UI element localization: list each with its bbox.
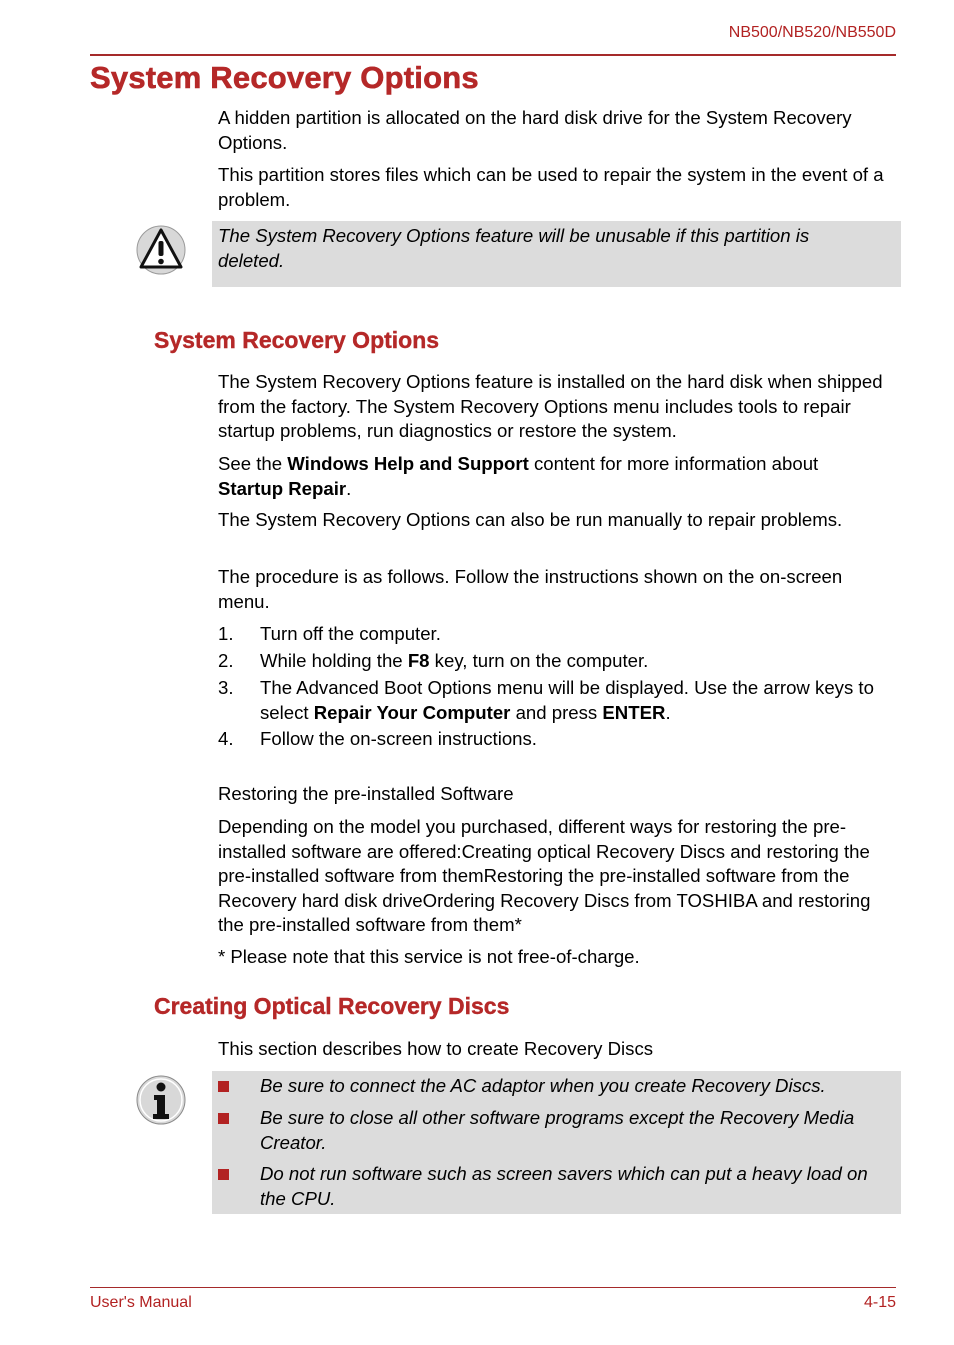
restore-subheading: Restoring the pre-installed Software xyxy=(218,783,514,804)
bullet-marker xyxy=(218,1081,229,1092)
info-bullet-3: Do not run software such as screen savers which can put a heavy load on the CPU. xyxy=(260,1163,868,1209)
bullet-marker xyxy=(218,1169,229,1180)
startup-repair-text: Startup Repair xyxy=(218,477,347,499)
info-icon xyxy=(135,1074,187,1131)
step-number: 1. xyxy=(218,623,234,644)
header-rule xyxy=(90,54,896,56)
p2-text-e: . xyxy=(346,477,352,499)
footer-manual-label: User's Manual xyxy=(90,1294,192,1311)
step-number: 4. xyxy=(218,728,234,749)
list-item xyxy=(218,727,888,752)
section-heading-creating-discs: Creating Optical Recovery Discs xyxy=(154,993,510,1019)
document-model-header: NB500/NB520/NB550D xyxy=(728,24,896,41)
info-bullet-1: Be sure to connect the AC adaptor when you create Recovery Discs. xyxy=(260,1075,826,1096)
intro-paragraph-1: A hidden partition is allocated on the hard disk drive for the System Recovery Options. xyxy=(218,107,852,153)
section2-intro: This section describes how to create Recovery Discs xyxy=(218,1038,654,1059)
step-text: Turn off the computer. xyxy=(260,623,441,644)
step-text: While holding the F8 key, turn on the computer. xyxy=(260,650,649,671)
windows-help-link-text: Windows Help and Support xyxy=(287,453,529,474)
section1-paragraph-1: The System Recovery Options feature is installed on the hard disk when shipped from the factory. The System Recovery Options menu includes tools to repair startup problems, run diagnostics or restore the system. xyxy=(218,371,883,441)
footer-rule xyxy=(90,1287,896,1288)
step-text: The Advanced Boot Options menu will be displayed. Use the arrow keys to select Repair Your Computer and press ENTER. xyxy=(260,677,874,723)
bullet-marker xyxy=(218,1113,229,1124)
section1-paragraph-3: The System Recovery Options can also be run manually to repair problems. xyxy=(218,509,843,530)
p2-text-a: See the xyxy=(218,453,288,474)
step-text: Follow the on-screen instructions. xyxy=(260,728,537,749)
step-number: 2. xyxy=(218,650,234,671)
p2-text-c: content for more information about xyxy=(528,453,819,474)
restore-paragraph: Depending on the model you purchased, different ways for restoring the pre-installed software are offered:Creating optical Recovery Discs and restoring the pre-installed software from themRestoring the pre-installed software from the Recovery hard disk driveOrdering Recovery Discs from TOSHIBA and restoring the pre-installed software from them* xyxy=(218,816,871,935)
intro-paragraph-2: This partition stores files which can be used to repair the system in the event of a problem. xyxy=(218,164,884,210)
step-number: 3. xyxy=(218,677,234,698)
list-item xyxy=(218,676,888,726)
page-number: 4-15 xyxy=(863,1294,896,1311)
list-item xyxy=(218,649,888,674)
list-item xyxy=(218,622,888,647)
info-bullet-2: Be sure to close all other software programs except the Recovery Media Creator. xyxy=(260,1107,855,1153)
caution-text: The System Recovery Options feature will be unusable if this partition is deleted. xyxy=(218,225,810,271)
caution-note xyxy=(212,221,901,287)
section1-paragraph-4: The procedure is as follows. Follow the instructions shown on the on-screen menu. xyxy=(218,566,843,612)
section-heading-system-recovery: System Recovery Options xyxy=(154,327,440,353)
charge-note: * Please note that this service is not free-of-charge. xyxy=(218,946,640,967)
warning-triangle-icon xyxy=(135,224,187,281)
page-title: System Recovery Options xyxy=(90,60,479,95)
info-note xyxy=(212,1071,901,1214)
section1-paragraph-2 xyxy=(218,452,888,501)
